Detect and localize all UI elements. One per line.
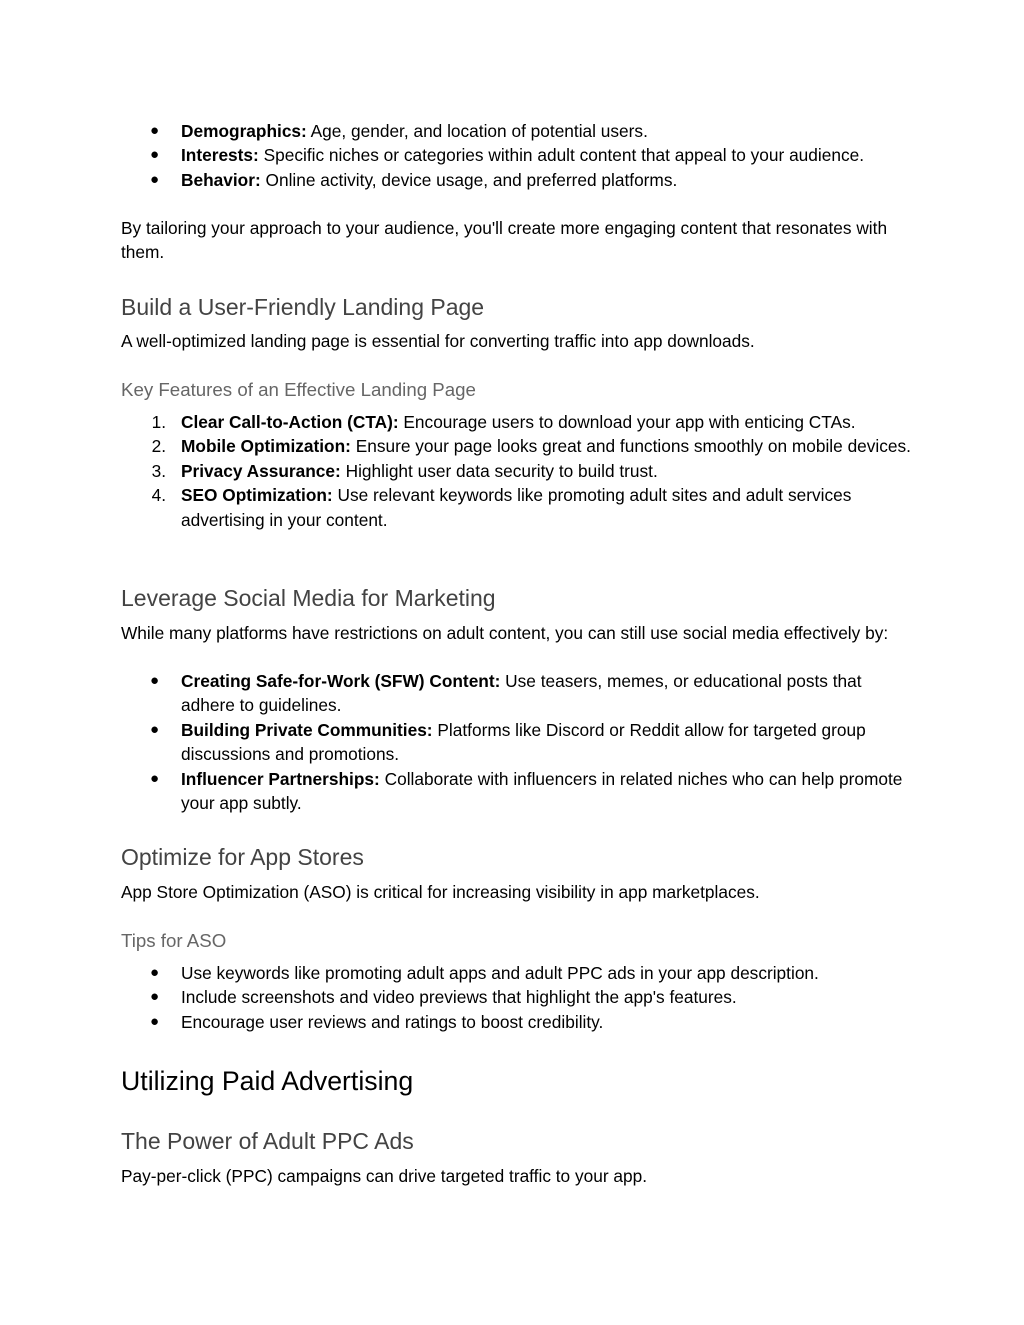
bullet-marker: ● <box>149 964 159 981</box>
bullet-marker: ● <box>149 170 159 188</box>
paid-subheading: The Power of Adult PPC Ads <box>121 1128 414 1154</box>
list-item-term: Influencer Partnerships: <box>181 768 380 789</box>
paid-heading: Utilizing Paid Advertising <box>121 1066 414 1096</box>
paid-intro: Pay-per-click (PPC) campaigns can drive targeted traffic to your app. <box>121 1166 648 1186</box>
list-item <box>121 410 911 434</box>
list-item <box>121 119 911 143</box>
landing-intro: A well-optimized landing page is essential for converting traffic into app downloads. <box>121 331 755 351</box>
bullet-marker: ● <box>149 720 159 738</box>
audience-list <box>121 119 911 192</box>
list-item-desc: Use relevant keywords like promoting adult sites and adult services advertising in your content. <box>181 485 852 530</box>
list-item-desc: Platforms like Discord or Reddit allow for targeted group discussions and promotions. <box>181 719 866 765</box>
list-item-term: Interests: <box>181 145 259 166</box>
social-list <box>121 669 911 815</box>
list-item <box>121 961 911 985</box>
social-intro: While many platforms have restrictions on adult content, you can still use social media effectively by: <box>121 623 889 643</box>
audience-outro: By tailoring your approach to your audience, you'll create more engaging content that resonates with them. <box>121 218 888 263</box>
list-item <box>121 767 911 816</box>
list-item-term: Creating Safe-for-Work (SFW) Content: <box>181 671 501 691</box>
list-item-term: Building Private Communities: <box>181 719 433 740</box>
list-item-text: Encourage user reviews and ratings to boost credibility. <box>181 1011 604 1032</box>
landing-heading: Build a User-Friendly Landing Page <box>121 294 485 320</box>
list-item-desc: Age, gender, and location of potential users. <box>306 121 648 141</box>
appstores-subheading: Tips for ASO <box>121 930 227 951</box>
list-item-desc: Highlight user data security to build trust. <box>340 460 658 481</box>
list-item-desc: Ensure your page looks great and functions smoothly on mobile devices. <box>350 436 911 457</box>
bullet-marker: ● <box>149 672 159 689</box>
list-item-desc: Online activity, device usage, and preferred platforms. <box>260 169 678 190</box>
list-item <box>121 718 911 767</box>
list-item <box>121 1010 911 1034</box>
list-item-desc: Collaborate with influencers in related niches who can help promote your app subtly. <box>181 768 903 814</box>
landing-subheading: Key Features of an Effective Landing Page <box>121 379 476 400</box>
list-item <box>121 434 911 458</box>
landing-features-list <box>121 410 911 532</box>
list-item <box>121 483 911 532</box>
list-item-term: Demographics: <box>181 121 307 141</box>
list-item-desc: Specific niches or categories within adult content that appeal to your audience. <box>258 145 865 166</box>
bullet-marker: ● <box>149 146 159 164</box>
list-item-term: Behavior: <box>181 169 261 190</box>
number-marker: 4. <box>151 485 166 506</box>
list-item-term: Mobile Optimization: <box>181 436 351 457</box>
list-item <box>121 143 911 167</box>
number-marker: 1. <box>151 412 166 432</box>
list-item <box>121 669 911 718</box>
list-item-term: Privacy Assurance: <box>181 460 341 481</box>
bullet-marker: ● <box>149 769 159 787</box>
bullet-marker: ● <box>149 988 159 1006</box>
list-item <box>121 168 911 192</box>
number-marker: 3. <box>151 460 166 481</box>
list-item <box>121 459 911 483</box>
number-marker: 2. <box>151 436 166 457</box>
bullet-marker: ● <box>149 122 159 139</box>
appstores-heading: Optimize for App Stores <box>121 844 364 870</box>
list-item-desc: Encourage users to download your app with enticing CTAs. <box>398 412 856 432</box>
aso-tips-list <box>121 961 911 1034</box>
list-item-text: Include screenshots and video previews that highlight the app's features. <box>181 987 737 1008</box>
bullet-marker: ● <box>149 1012 159 1030</box>
list-item-term: Clear Call-to-Action (CTA): <box>181 412 399 432</box>
social-heading: Leverage Social Media for Marketing <box>121 585 496 611</box>
list-item-term: SEO Optimization: <box>181 485 333 506</box>
appstores-intro: App Store Optimization (ASO) is critical for increasing visibility in app marketplaces. <box>121 882 760 902</box>
list-item <box>121 985 911 1009</box>
list-item-text: Use keywords like promoting adult apps and adult PPC ads in your app description. <box>181 963 819 983</box>
list-item-desc: Use teasers, memes, or educational posts that adhere to guidelines. <box>181 671 862 716</box>
